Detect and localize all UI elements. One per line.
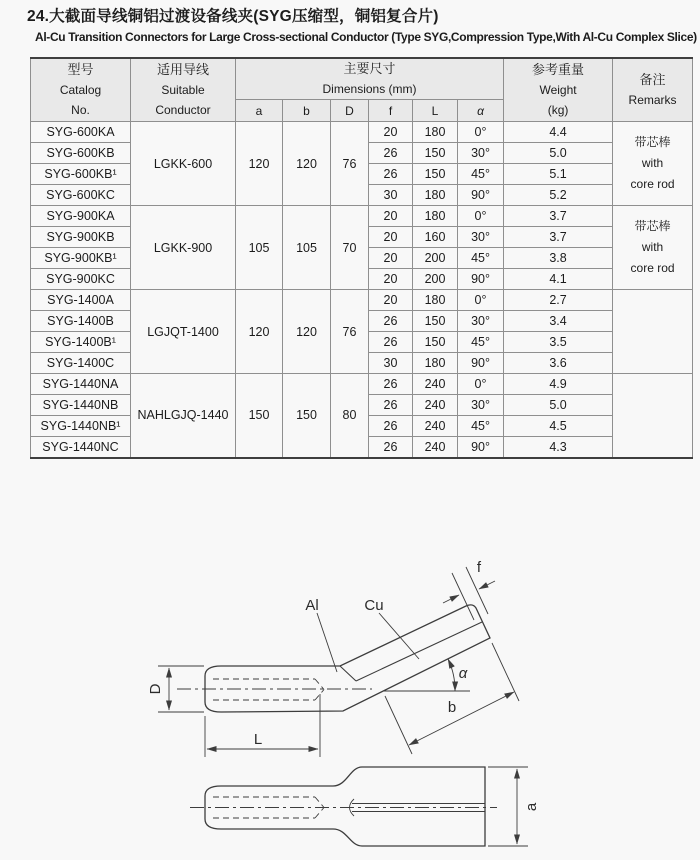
- weight-cell: 3.7: [504, 227, 613, 248]
- dim-L-cell: 200: [413, 269, 458, 290]
- catalog-no-cell: SYG-1440NB: [31, 395, 131, 416]
- dimension-b-line: [409, 692, 514, 745]
- dim-L-cell: 240: [413, 437, 458, 458]
- dimension-D-label: D: [147, 683, 164, 695]
- dimension-a-ext-lines: [488, 767, 528, 846]
- dimension-L-label: L: [253, 731, 263, 748]
- header-conductor: [131, 58, 236, 122]
- header-remarks: [613, 58, 693, 122]
- weight-cell: 4.5: [504, 416, 613, 437]
- dimension-alpha: [383, 659, 470, 691]
- header-remarks-zh: 备注: [639, 72, 666, 87]
- spec-table: [30, 57, 693, 459]
- header-conductor-zh: 适用导线: [156, 62, 209, 77]
- page-subtitle: Al-Cu Transition Connectors for Large Cross-sectional Conductor (Type SYG,Compression Type,With Al-Cu Complex Slice): [35, 30, 697, 44]
- dimension-a: [488, 767, 528, 846]
- header-dim-D: D: [331, 100, 369, 122]
- dim-L-cell: 180: [413, 122, 458, 143]
- table-header: [31, 58, 693, 122]
- dim-D-cell: 80: [331, 374, 369, 458]
- remark-line: with: [641, 156, 664, 170]
- remarks-cell: [613, 122, 693, 206]
- side-view-bore-hidden-lines: [213, 679, 324, 700]
- weight-cell: 5.0: [504, 395, 613, 416]
- weight-cell: 4.4: [504, 122, 613, 143]
- dimension-alpha-label: α: [458, 665, 468, 682]
- dim-f-cell: 20: [369, 269, 413, 290]
- label-cu: Cu: [364, 597, 384, 614]
- dim-b-cell: 120: [283, 290, 331, 374]
- header-remarks-en: Remarks: [628, 93, 677, 107]
- header-dim-L: L: [413, 100, 458, 122]
- catalog-no-cell: SYG-1400B: [31, 311, 131, 332]
- dim-L-cell: 240: [413, 395, 458, 416]
- dim-f-cell: 26: [369, 395, 413, 416]
- dim-f-cell: 30: [369, 185, 413, 206]
- plan-view: [190, 767, 497, 846]
- dim-f-cell: 20: [369, 248, 413, 269]
- dim-f-cell: 26: [369, 416, 413, 437]
- catalog-no-cell: SYG-1440NA: [31, 374, 131, 395]
- header-catalog-en2: No.: [71, 103, 90, 117]
- dim-alpha-cell: 0°: [458, 206, 504, 227]
- dim-L-cell: 150: [413, 332, 458, 353]
- header-weight-en: Weight: [539, 83, 577, 97]
- dim-a-cell: 150: [236, 374, 283, 458]
- conductor-cell: NAHLGJQ-1440: [131, 374, 236, 458]
- weight-cell: 3.8: [504, 248, 613, 269]
- dim-D-cell: 70: [331, 206, 369, 290]
- weight-cell: 4.1: [504, 269, 613, 290]
- header-weight-unit: (kg): [547, 103, 569, 117]
- weight-cell: 4.3: [504, 437, 613, 458]
- remark-line: core rod: [630, 177, 675, 191]
- weight-cell: 4.9: [504, 374, 613, 395]
- weight-cell: 2.7: [504, 290, 613, 311]
- weight-cell: 5.2: [504, 185, 613, 206]
- weight-cell: 3.7: [504, 206, 613, 227]
- header-catalog-zh: 型号: [67, 62, 94, 77]
- side-view: [177, 605, 490, 712]
- dimension-f-arrow-right: [479, 581, 495, 589]
- catalog-no-cell: SYG-600KC: [31, 185, 131, 206]
- weight-cell: 3.5: [504, 332, 613, 353]
- alpha-arc: [448, 659, 455, 691]
- header-dim-a: a: [236, 100, 283, 122]
- dim-a-cell: 120: [236, 290, 283, 374]
- catalog-no-cell: SYG-900KC: [31, 269, 131, 290]
- dim-L-cell: 150: [413, 143, 458, 164]
- header-dimensions-zh: 主要尺寸: [343, 61, 396, 76]
- header-conductor-en: Suitable: [161, 83, 205, 97]
- dim-alpha-cell: 90°: [458, 353, 504, 374]
- catalog-no-cell: SYG-1440NC: [31, 437, 131, 458]
- dim-b-cell: 150: [283, 374, 331, 458]
- remarks-cell: [613, 206, 693, 290]
- dim-f-cell: 20: [369, 206, 413, 227]
- header-dimensions-en: Dimensions (mm): [322, 82, 417, 96]
- header-weight: [504, 58, 613, 122]
- dim-f-cell: 26: [369, 374, 413, 395]
- dim-L-cell: 150: [413, 311, 458, 332]
- dim-alpha-cell: 45°: [458, 332, 504, 353]
- dimension-f-ext-lines: [452, 567, 488, 620]
- table-body: [31, 122, 693, 458]
- dim-f-cell: 20: [369, 290, 413, 311]
- catalog-no-cell: SYG-900KA: [31, 206, 131, 227]
- dim-alpha-cell: 30°: [458, 311, 504, 332]
- conductor-cell: LGJQT-1400: [131, 290, 236, 374]
- header-conductor-en2: Conductor: [155, 103, 211, 117]
- remark-line: with: [641, 240, 664, 254]
- side-view-notch-line: [340, 666, 356, 681]
- dimension-L-ext-lines: [205, 694, 320, 757]
- dimension-f-label: f: [476, 559, 482, 576]
- catalog-no-cell: SYG-900KB: [31, 227, 131, 248]
- dim-alpha-cell: 0°: [458, 122, 504, 143]
- dim-D-cell: 76: [331, 122, 369, 206]
- dim-b-cell: 105: [283, 206, 331, 290]
- dim-f-cell: 30: [369, 353, 413, 374]
- catalog-no-cell: SYG-1400A: [31, 290, 131, 311]
- dim-a-cell: 120: [236, 122, 283, 206]
- table-row: [31, 122, 693, 143]
- dim-alpha-cell: 30°: [458, 395, 504, 416]
- dim-f-cell: 26: [369, 437, 413, 458]
- remarks-cell: [613, 290, 693, 374]
- dim-f-cell: 20: [369, 122, 413, 143]
- dim-L-cell: 180: [413, 206, 458, 227]
- dim-f-cell: 26: [369, 143, 413, 164]
- dim-alpha-cell: 90°: [458, 437, 504, 458]
- table-row: [31, 290, 693, 311]
- dimension-a-label: a: [523, 802, 540, 812]
- dimension-L: [205, 694, 320, 757]
- dimension-f-arrow-left: [443, 595, 459, 603]
- label-al: Al: [305, 597, 319, 614]
- label-cu-leader: [379, 613, 419, 659]
- dim-alpha-cell: 45°: [458, 164, 504, 185]
- dim-L-cell: 180: [413, 353, 458, 374]
- dim-a-cell: 105: [236, 206, 283, 290]
- dim-alpha-cell: 90°: [458, 269, 504, 290]
- dim-f-cell: 26: [369, 164, 413, 185]
- header-dim-f: f: [369, 100, 413, 122]
- header-catalog: [31, 58, 131, 122]
- dim-L-cell: 240: [413, 416, 458, 437]
- catalog-no-cell: SYG-600KB¹: [31, 164, 131, 185]
- page-title: 24.大截面导线铜铝过渡设备线夹(SYG压缩型，铜铝复合片): [27, 8, 439, 25]
- dim-f-cell: 20: [369, 227, 413, 248]
- header-dimensions: [236, 58, 504, 100]
- plan-view-outline: [205, 767, 485, 846]
- remark-line: 带芯棒: [634, 135, 671, 149]
- conductor-cell: LGKK-900: [131, 206, 236, 290]
- dim-L-cell: 160: [413, 227, 458, 248]
- table-row: [31, 374, 693, 395]
- dim-L-cell: 180: [413, 185, 458, 206]
- weight-cell: 3.6: [504, 353, 613, 374]
- header-weight-zh: 参考重量: [532, 62, 585, 77]
- header-dim-alpha: α: [458, 100, 504, 122]
- dim-b-cell: 120: [283, 122, 331, 206]
- header-catalog-en: Catalog: [59, 83, 102, 97]
- side-view-outline: [205, 605, 490, 712]
- remark-line: core rod: [630, 261, 675, 275]
- dim-f-cell: 26: [369, 311, 413, 332]
- table-row: [31, 206, 693, 227]
- remark-line: 带芯棒: [634, 219, 671, 233]
- catalog-no-cell: SYG-1400B¹: [31, 332, 131, 353]
- catalog-no-cell: SYG-600KA: [31, 122, 131, 143]
- weight-cell: 5.1: [504, 164, 613, 185]
- dim-alpha-cell: 30°: [458, 227, 504, 248]
- catalog-no-cell: SYG-1400C: [31, 353, 131, 374]
- dim-alpha-cell: 45°: [458, 416, 504, 437]
- dim-L-cell: 200: [413, 248, 458, 269]
- dimension-b-label: b: [447, 699, 457, 716]
- dimension-f: [443, 567, 495, 620]
- conductor-cell: LGKK-600: [131, 122, 236, 206]
- weight-cell: 5.0: [504, 143, 613, 164]
- dim-L-cell: 150: [413, 164, 458, 185]
- label-al-leader: [317, 613, 337, 672]
- catalog-no-cell: SYG-600KB: [31, 143, 131, 164]
- header-dim-b: b: [283, 100, 331, 122]
- dim-L-cell: 240: [413, 374, 458, 395]
- catalog-no-cell: SYG-1440NB¹: [31, 416, 131, 437]
- dim-alpha-cell: 0°: [458, 374, 504, 395]
- dim-alpha-cell: 0°: [458, 290, 504, 311]
- dim-alpha-cell: 45°: [458, 248, 504, 269]
- dim-L-cell: 180: [413, 290, 458, 311]
- dim-alpha-cell: 30°: [458, 143, 504, 164]
- dim-f-cell: 26: [369, 332, 413, 353]
- weight-cell: 3.4: [504, 311, 613, 332]
- catalog-no-cell: SYG-900KB¹: [31, 248, 131, 269]
- remarks-cell: [613, 374, 693, 458]
- dim-alpha-cell: 90°: [458, 185, 504, 206]
- dim-D-cell: 76: [331, 290, 369, 374]
- connector-diagram: [0, 460, 700, 860]
